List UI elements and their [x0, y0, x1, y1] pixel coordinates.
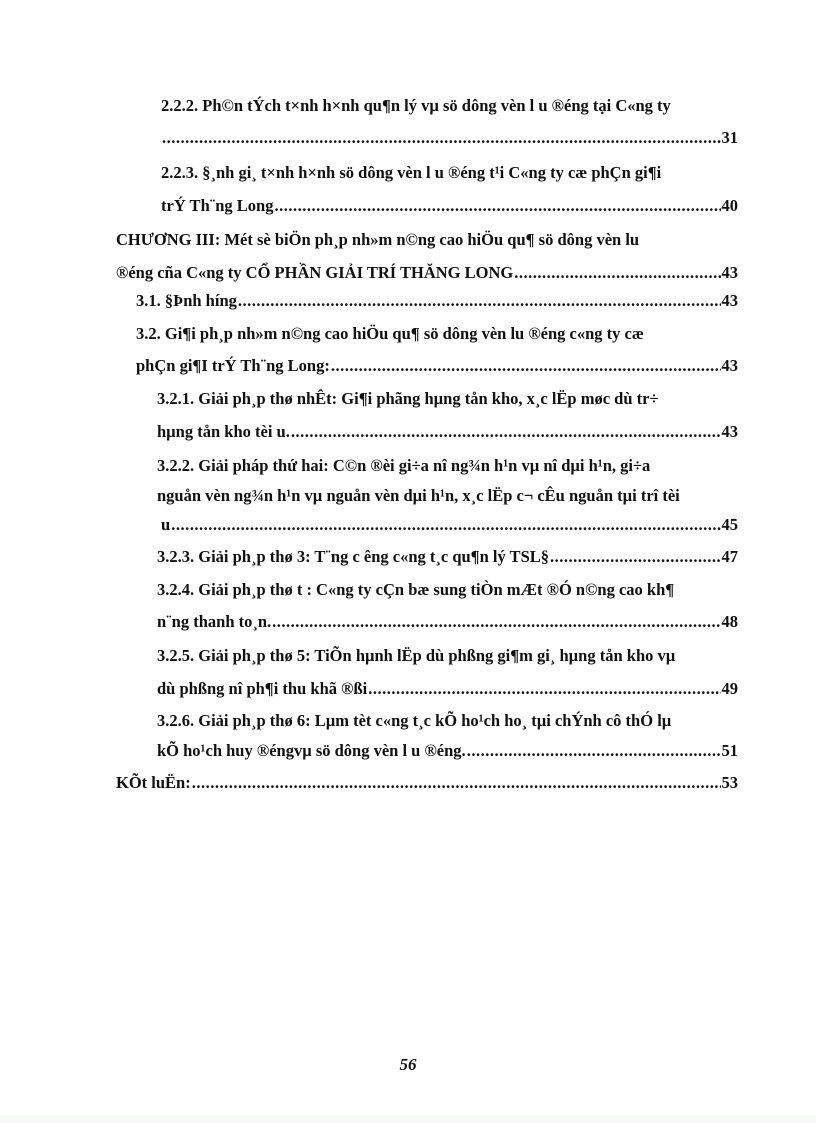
toc-text: dù phßng nî ph¶i thu khã ®ßi — [157, 679, 368, 698]
toc-text: trÝ Th¨ng Long — [161, 196, 274, 215]
toc-page: 43 — [721, 291, 738, 310]
toc-entry — [157, 711, 671, 731]
toc-page: 53 — [721, 773, 738, 792]
toc-entry — [157, 456, 650, 476]
toc-text: 2.2.2. Ph©n tÝch t×nh h×nh qu¶n lý vµ sö dông vèn l u ®éng tại C«ng ty — [161, 96, 671, 115]
dot-leader — [171, 515, 720, 535]
dot-leader — [331, 356, 721, 376]
toc-entry — [161, 96, 671, 116]
toc-entry — [157, 486, 680, 506]
toc-text: kÕ ho¹ch huy ®éngvµ sö dông vèn l u ®éng. — [157, 741, 466, 760]
toc-entry — [157, 612, 738, 632]
toc-text: 3.2. Gi¶i ph¸p nh»m n©ng cao hiÖu qu¶ sö dông vèn lu ®éng c«ng ty cæ — [136, 324, 644, 343]
toc-text: 2.2.3. §¸nh gi¸ t×nh h×nh sö dông vèn l u ®éng t¹i C«ng ty cæ phÇn gi¶i — [161, 163, 662, 182]
toc-page: 49 — [721, 679, 738, 698]
toc-text: 3.2.3. Giải ph¸p thø 3: T¨ng c êng c«ng t¸c qu¶n lý TSL§ — [157, 547, 549, 566]
toc-entry — [161, 128, 738, 148]
toc-page: 51 — [721, 741, 738, 760]
dot-leader — [291, 422, 721, 442]
toc-entry — [157, 422, 738, 442]
toc-page: 48 — [721, 612, 738, 631]
toc-entry — [116, 263, 738, 283]
toc-entry — [161, 515, 738, 535]
toc-text: 3.1. §Þnh híng — [136, 291, 237, 310]
dot-leader — [274, 196, 720, 216]
toc-page: 47 — [721, 547, 738, 566]
toc-page: 43 — [721, 356, 738, 375]
page-footer-band — [0, 1115, 816, 1123]
dot-leader — [238, 291, 721, 311]
toc-text: 3.2.6. Giải ph¸p thø 6: Lµm tèt c«ng t¸c kÕ ho¹ch ho¸ tµi chÝnh cô thÓ lµ — [157, 711, 672, 730]
dot-leader — [162, 128, 721, 148]
toc-entry — [157, 389, 659, 409]
toc-entry — [116, 230, 639, 250]
toc-text: hµng tån kho tèi u. — [157, 422, 290, 441]
dot-leader — [514, 263, 720, 283]
toc-text: n¨ng thanh to¸n. — [157, 612, 272, 631]
dot-leader — [550, 547, 721, 567]
toc-text: u — [161, 515, 171, 534]
dot-leader — [368, 679, 720, 699]
toc-text: KÕt luËn: — [116, 773, 191, 792]
toc-entry — [157, 580, 674, 600]
toc-entry — [116, 773, 738, 793]
toc-entry — [157, 646, 675, 666]
toc-text: 3.2.4. Giải ph¸p thø t : C«ng ty cÇn bæ sung tiÒn mÆt ®Ó n©ng cao kh¶ — [157, 580, 675, 599]
dot-leader — [192, 773, 721, 793]
dot-leader — [272, 612, 720, 632]
toc-entry — [136, 356, 738, 376]
toc-text: nguån vèn ng¾n h¹n vµ nguån vèn dµi h¹n, x¸c lËp c¬ cÊu nguån tµi trî tèi — [157, 486, 680, 505]
toc-text: phÇn gi¶I trÝ Th¨ng Long: — [136, 356, 330, 375]
toc-text: 3.2.2. Giải pháp thứ hai: C©n ®èi gi÷a nî ng¾n h¹n vµ nî dµi h¹n, gi÷a — [157, 456, 651, 475]
toc-entry — [157, 547, 738, 567]
toc-entry — [161, 163, 661, 183]
toc-entry — [157, 741, 738, 761]
toc-text: CHƯƠNG III: Mét sè biÖn ph¸p nh»m n©ng cao hiÖu qu¶ sö dông vèn lu — [116, 230, 640, 249]
toc-page: 43 — [721, 422, 738, 441]
page-number: 56 — [399, 1055, 417, 1074]
toc-entry — [136, 324, 644, 344]
toc-entry — [157, 679, 738, 699]
toc-entry — [161, 196, 738, 216]
toc-text: 3.2.1. Giải ph¸p thø nhÊt: Gi¶i phãng hµng tån kho, x¸c lËp møc dù tr÷ — [157, 389, 659, 408]
toc-text: ®éng cña C«ng ty CỔ PHẦN GIẢI TRÍ THĂNG LONG — [116, 263, 514, 282]
toc-page: 43 — [721, 263, 738, 282]
toc-text: 3.2.5. Giải ph¸p thø 5: TiÕn hµnh lËp dù phßng gi¶m gi¸ hµng tån kho vµ — [157, 646, 676, 665]
toc-page: 45 — [721, 515, 738, 534]
dot-leader — [467, 741, 721, 761]
toc-page: 40 — [721, 196, 738, 215]
toc-entry — [136, 291, 738, 311]
toc-page: 31 — [721, 128, 738, 147]
